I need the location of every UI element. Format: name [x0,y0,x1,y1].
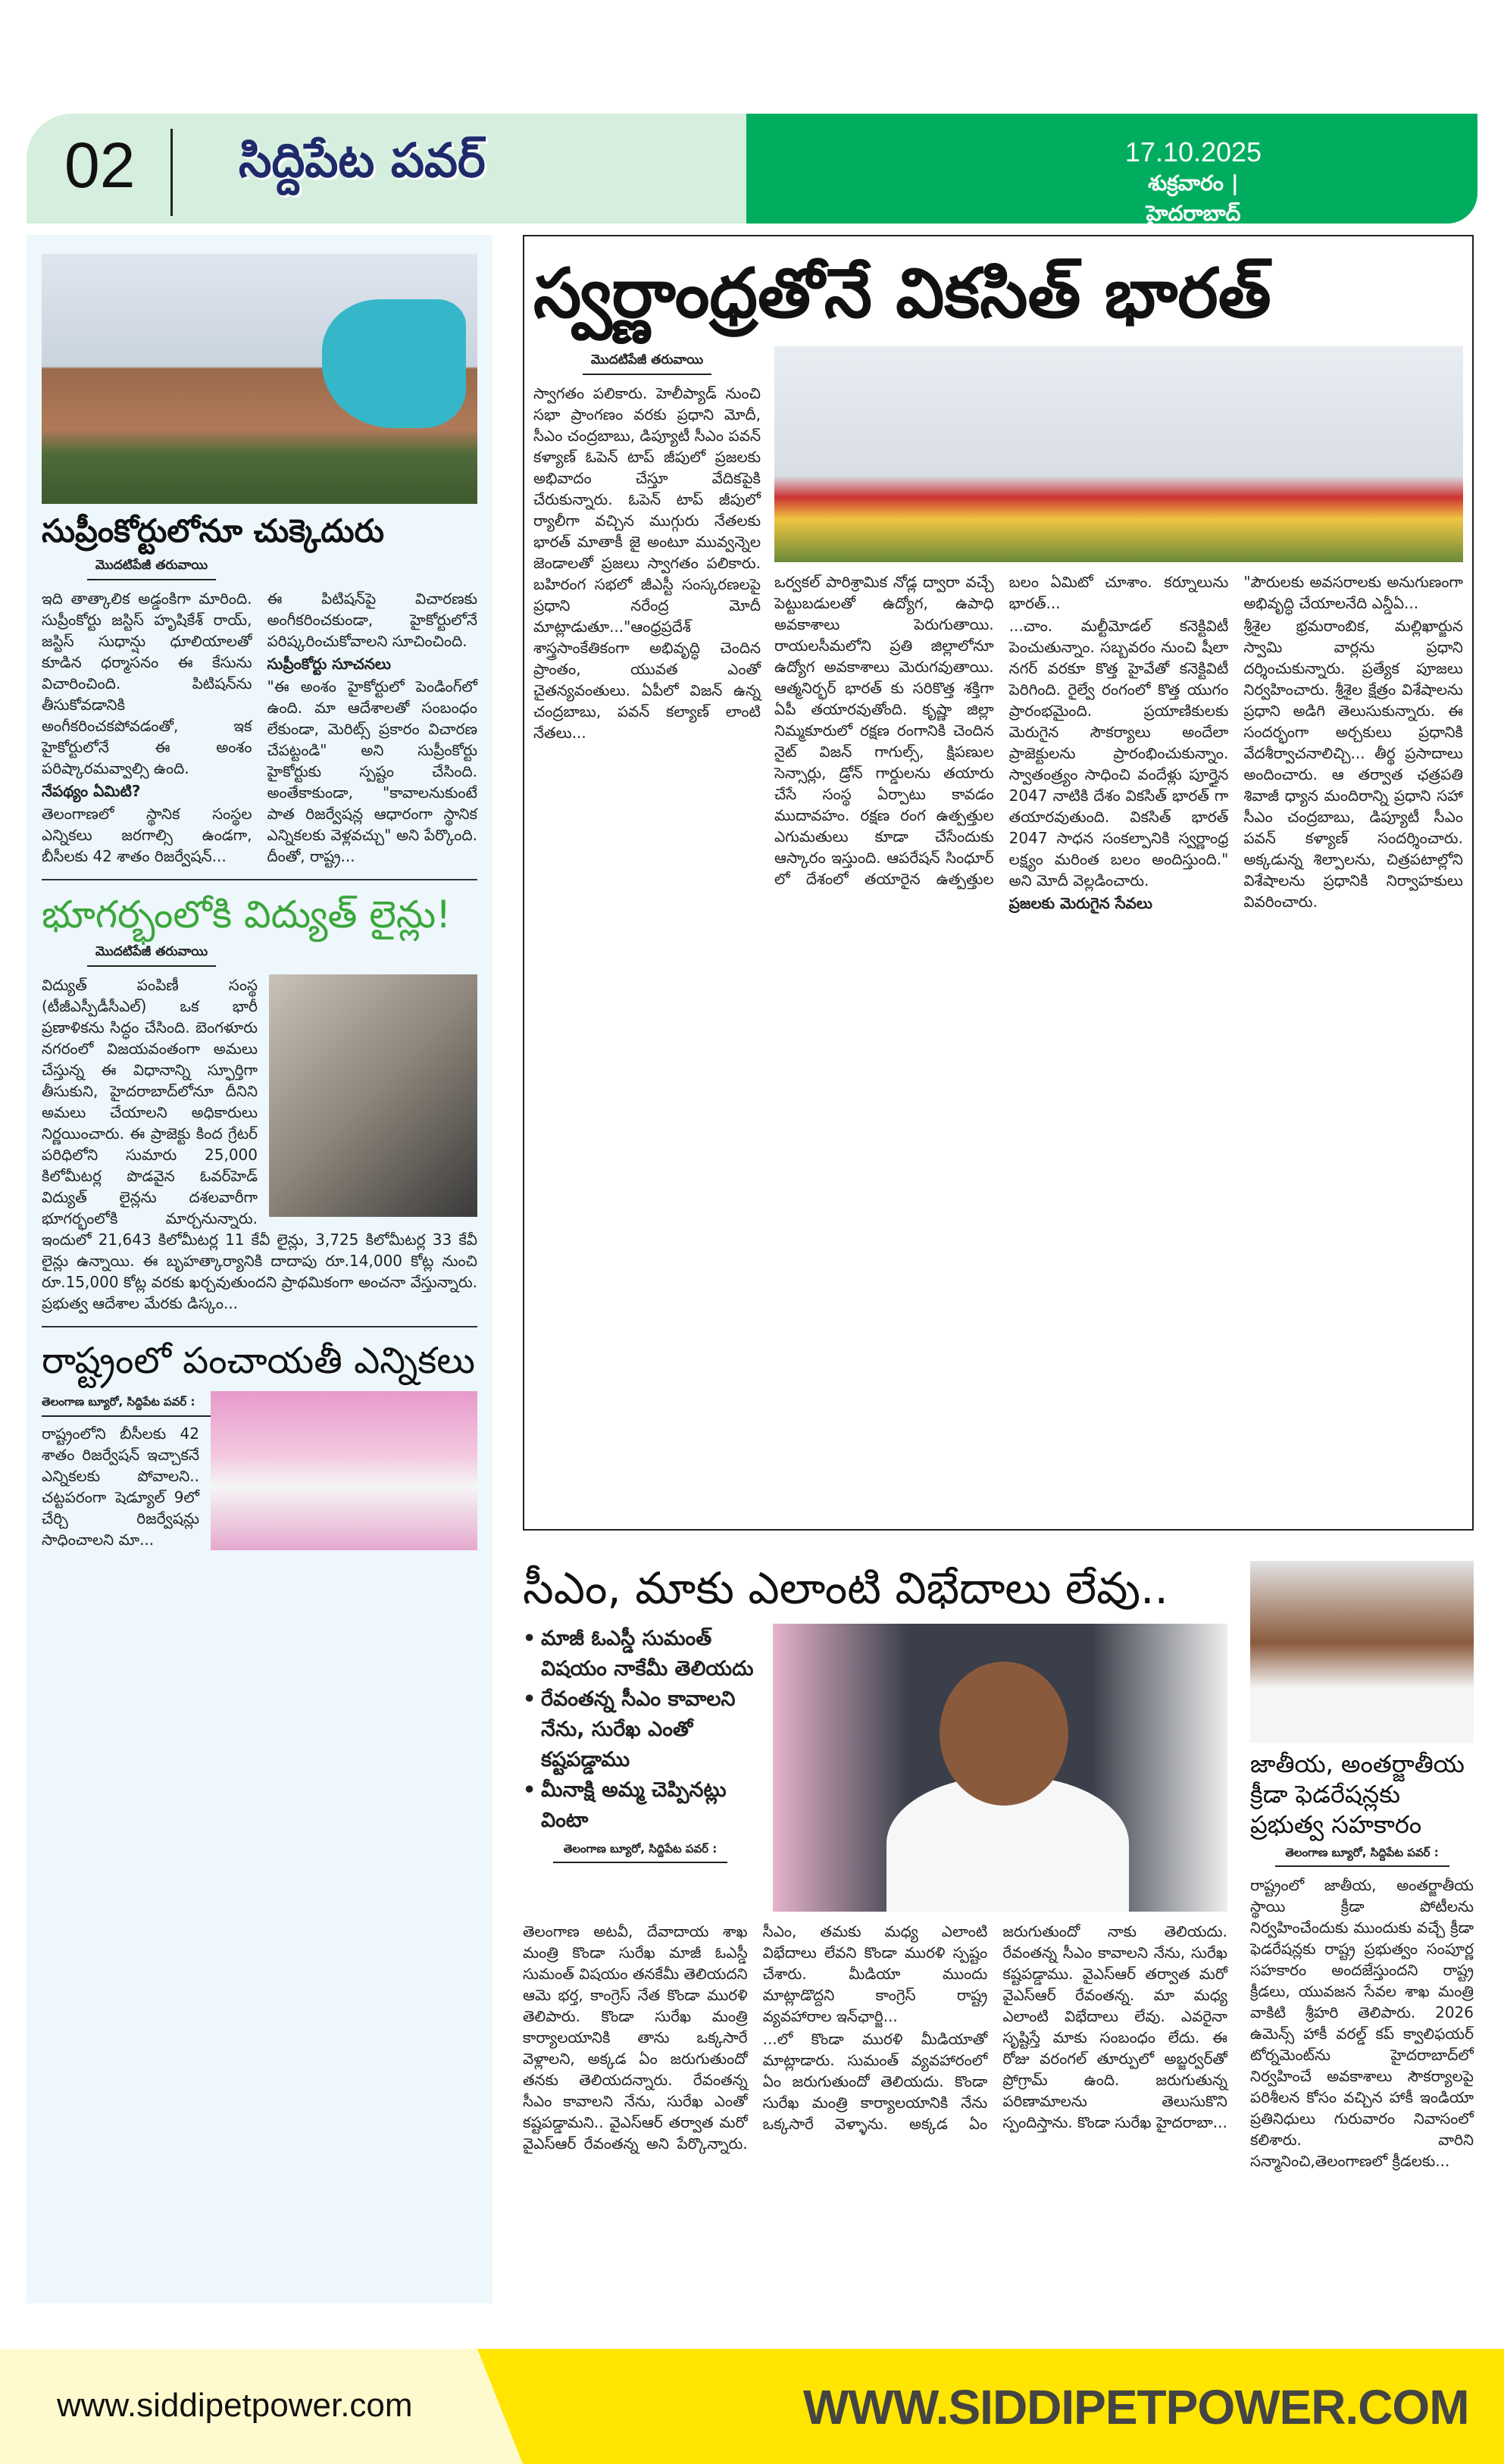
subheading: ప్రజలకు మెరుగైన సేవలు [1008,893,1152,912]
cm-top-row [523,1624,1227,1912]
sports-body [1250,1875,1474,2172]
page-number: 02 [64,130,136,201]
paragraph: "ఈ అంశం హైకోర్టులో పెండింగ్‌లో ఉంది. మా ఆదేశాలతో సంబంధం లేకుండా, మెరిట్స్ ప్రకారం విచారణ చేపట్టండి" అని సుప్రీంకోర్టు హైకోర్టుకు స్పష్టం చేసింది. అంతేకాకుండా, "కావాలనుకుంటే పాత రిజర్వేషన్ల ఆధారంగా స్థానిక ఎన్నికలకు వెళ్లవచ్చు" అని పేర్కొంది. దీంతో, రాష్ట్ర... [267,677,477,865]
main-byline: మొదటిపేజీ తరువాయి [583,352,711,375]
masthead-logo: సిద్దిపేట పవర్ [239,133,486,188]
main-article-body [533,346,1463,914]
subheading: సుప్రీంకోర్టు సూచనలు [267,654,391,673]
underground-body [42,974,477,1315]
cm-headline: సీఎం, మాకు ఎలాంటి విభేదాలు లేవు.. [523,1562,1168,1614]
website-banner[interactable]: WWW.SIDDIPETPOWER.COM [803,2380,1469,2434]
supreme-body [42,588,477,868]
main-right-area [774,346,1463,914]
underground-headline: భూగర్భంలోకి విద్యుత్ లైన్లు! [42,892,452,937]
paragraph: స్వాగతం పలికారు. హెలీప్యాడ్ నుంచి సభా ప్రాంగణం వరకు ప్రధాని మోదీ, సీఎం చంద్రబాబు, డిప్యూటీ సీఎం పవన్ కళ్యాణ్ ఓపెన్ టాప్ జీపులో ప్రజలకు అభివాదం చేస్తూ వేదికపైకి చేరుకున్నారు. ఓపెన్ టాప్ జీపులో ర్యాలీగా వచ్చిన ముగ్గురు నేతలకు భారత్ మాతాకీ జై అంటూ మువ్వన్నెల జెండాలతో ప్రజలు స్వాగతం పలికారు. బహిరంగ సభలో జీఎస్టీ సంస్కరణలపై ప్రధాని నరేంద్ర మోదీ మాట్లాడుతూ..."ఆంధ్రప్రదేశ్ శాస్త్రసాంకేతికంగా అభివృద్ధి చెందిన ప్రాంతం, యువత ఎంతో చైతన్యవంతులు. ఏపీలో విజన్ ఉన్న చంద్రబాబు, పవన్ కల్యాణ్ లాంటి నేతలు... [533,383,761,742]
cm-byline: తెలంగాణ బ్యూరో, సిద్దిపేట పవర్ : [553,1842,727,1863]
cm-highlights-area [523,1624,758,1912]
main-body-cols [774,571,1463,914]
panchayat-body [42,1391,477,1556]
main-article-box [523,235,1474,1531]
paragraph: ఇది తాత్కాలిక అడ్డంకిగా మారింది. సుప్రీంకోర్టు జస్టిస్ హృషికేశ్ రాయ్, జస్టిస్ సుధాన్షు ధూలియాలతో కూడిన ధర్మాసనం ఈ కేసును విచారించింది. పిటిషన్‌ను తీసుకోవడానికి అంగీకరించకపోవడంతో, ఇక హైకోర్టులోనే ఈ అంశం పరిష్కారమవ్వాల్సి ఉంది. [42,589,252,777]
highlight-item: • రేవంతన్న సీఎం కావాలని నేను, సురేఖ ఎంతో కష్టపడ్డాము [523,1684,758,1775]
panchayat-byline: తెలంగాణ బ్యూరో, సిద్దిపేట పవర్ : [42,1391,477,1417]
highlight-item: • మాజీ ఓఎస్డీ సుమంత్ విషయం నాకేమీ తెలియదు [523,1624,758,1684]
paragraph: శ్రీశైల భ్రమరాంబిక, మల్లిఖార్జున స్వామి వార్లను ప్రధాని దర్శించుకున్నారు. ప్రత్యేక పూజలు నిర్వహించారు. శ్రీశైల క్షేత్రం విశేషాలను ప్రధాని అడిగి తెలుసుకున్నారు. ఈ సందర్భంగా అర్చకులు ప్రధానికి వేదశీర్వాచనాలిచ్చి... తీర్థ ప్రసాదాలు అందించారు. ఆ తర్వాత ఛత్రపతి శివాజీ ధ్యాన మందిరాన్ని ప్రధాని సహా సీఎం చంద్రబాబు, డిప్యూటీ సీఎం పవన్ కళ్యాణ్ సందర్శించారు. అక్కడున్న శిల్పాలను, చిత్రపటాల్లోని విశేషాలను ప్రధానికి నిర్వాహకులు వివరించారు. [1243,616,1463,911]
divider [42,1326,477,1327]
paragraph: ఒర్వకల్ పారిశ్రామిక నోడ్ల ద్వారా వచ్చే పెట్టుబడులతో ఉద్యోగ, ఉపాధి అవకాశాలు పెరుగుతాయి. రాయలసీమలోని ప్రతి జిల్లాలోనూ ఉద్యోగ అవకాశాలు మెరుగవుతాయి. ఆత్మనిర్భర్ భారత్ కు సరికొత్త శక్తిగా ఏపీ తయారవుతోంది. కృష్ణా జిల్లా నిమ్మకూరులో రక్షణ రంగానికి చెందిన నైట్ విజన్ గాగుల్స్, క్షిపణుల సెన్సార్లు, డ్రోన్ గార్డులను తయారు చేసే సంస్థ ఏర్పాటు కావడం ముదావహం. రక్షణ రంగ ఉత్పత్తుల ఎగుమతులు కూడా చేసేందుకు ఆస్కారం ఇస్తుంది. ఆపరేషన్ సింధూర్ లో దేశంలో తయారైన ఉత్పత్తుల బలం ఏమిటో చూశాం. కర్నూలును భారత్... [774,572,1229,888]
main-col1 [533,346,761,914]
sports-byline: తెలంగాణ బ్యూరో, సిద్దిపేట పవర్ : [1275,1846,1449,1867]
paragraph: తెలంగాణలో స్థానిక సంస్థల ఎన్నికలు జరగాల్సి ఉండగా, బీసీలకు 42 శాతం రిజర్వేషన్... [42,804,252,865]
telangana-map-graphic [322,299,466,428]
paragraph: విద్యుత్ పంపిణీ సంస్థ (టీజీఎస్పీడీసీఎల్) ఒక భారీ ప్రణాళికను సిద్ధం చేసింది. బెంగళూరు నగరంలో విజయవంతంగా అమలు చేస్తున్న ఈ విధానాన్ని స్ఫూర్తిగా తీసుకుని, హైదరాబాద్‌లోనూ దీనిని అమలు చేయాలని అధికారులు నిర్ణయించారు. ఈ ప్రాజెక్టు కింద గ్రేటర్ పరిధిలోని సుమారు 25,000 కిలోమీటర్ల పొడవైన ఓవర్‌హెడ్ విద్యుత్ లైన్లను దశలవారీగా భూగర్భంలోకి మార్చనున్నారు. ఇందులో 21,643 కిలోమీటర్ల 11 కేవీ లైన్లు, 3,725 కిలోమీటర్ల 33 కేవీ లైన్లు ఉన్నాయి. ఈ బృహత్కార్యానికి దాదాపు రూ.14,000 కోట్ల నుంచి రూ.15,000 కోట్ల వరకు ఖర్చవుతుందని ప్రాథమికంగా అంచనా వేస్తున్నారు. ప్రభుత్వ ఆదేశాల మేరకు డిస్కం... [42,976,477,1312]
paragraph: ...లో కొండా మురళి మీడియాతో మాట్లాడారు. సుమంత్ వ్యవహారంలో ఏం జరుగుతుందో తెలియదు. కొండా సురేఖ మంత్రి కార్యాలయానికి నేను ఒక్కసారే వెళ్ళాను. అక్కడ ఏం జరుగుతుందో నాకు తెలియదు. రేవంతన్న సీఎం కావాలని నేను, సురేఖ కష్టపడ్డాము. వైఎస్ఆర్ తర్వాత మరో వైఎస్ఆర్ రేవంతన్న. మా మధ్య ఎలాంటి విభేదాలు లేవు. ఎవరైనా సృష్టిస్తే మాకు సంబంధం లేదు. ఈ రోజు వరంగల్ తూర్పులో అబ్జర్వర్‌తో ప్రోగ్రామ్ ఉంది. జరుగుతున్న పరిణామాలను తెలుసుకొని స్పందిస్తాను. కొండా సురేఖ హైదరాబా... [762,1921,1227,2133]
website-link[interactable]: www.siddipetpower.com [57,2387,413,2424]
main-body-col1 [533,383,761,743]
subheading: నేపథ్యం ఏమిటి? [42,781,141,800]
left-column-content [42,254,477,1556]
cm-highlights [523,1624,758,1836]
paragraph: ఈ పిటిషన్‌పై విచారణకు అంగీకరించకుండా, హైకోర్టులోనే పరిష్కరించుకోవాలని సూచించింది. [267,589,477,650]
underground-cable-photo [269,974,477,1217]
konda-murali-photo [773,1624,1227,1912]
panchayat-headline: రాష్ట్రంలో పంచాయతీ ఎన్నికలు [42,1340,475,1382]
supreme-byline: మొదటిపేజీ తరువాయి [87,558,216,580]
paragraph: ...చాం. మల్టీమోడల్ కనెక్టివిటీ పెంచుతున్నాం. సబ్బవరం నుంచి షీలా నగర్ వరకూ కొత్త హైవేతో కనెక్టివిటీ పెరిగింది. రైల్వే రంగంలో కొత్త యుగం ప్రారంభమైంది. ప్రయాణికులకు మెరుగైన సౌకర్యాలు అందేలా ప్రాజెక్టులను ప్రారంభించుకున్నాం. స్వాతంత్ర్యం సాధించి వందేళ్లు పూర్తైన 2047 నాటికి దేశం వికసిత్ భారత్ గా తయారవుతుంది. వికసిత్ భారత్ 2047 సాధన సంకల్పానికి స్వర్ణాంధ్ర లక్ష్యం మరింత బలం అందిస్తుంది." అని మోదీ వెల్లడించారు. [1008,616,1229,890]
modi-naidu-rally-photo [774,346,1463,562]
main-headline: స్వర్ణాంధ్రతోనే వికసిత్ భారత్ [533,254,1271,333]
paragraph: రాష్ట్రంలోని బీసీలకు 42 శాతం రిజర్వేషన్ ఇచ్చాకనే ఎన్నికలకు పోవాలని.. చట్టపరంగా షెడ్యూల్ 9లో చేర్చి రిజర్వేషన్లు సాధించాలని మా... [42,1424,199,1549]
underground-byline: మొదటిపేజీ తరువాయి [87,944,216,967]
panchayat-press-meet-photo [211,1391,477,1550]
supreme-court-photo [42,254,477,504]
issue-date: 17.10.2025 [1124,136,1262,167]
sports-article [1250,1561,1474,2173]
sports-headline: జాతీయ, అంతర్జాతీయ క్రీడా ఫెడరేషన్లకు ప్రభుత్వ సహకారం [1250,1750,1465,1839]
issue-day-city: శుక్రవారం | హైదరాబాద్ [1146,170,1241,226]
divider [42,879,477,880]
cm-article [523,1561,1227,2154]
highlight-item: • మీనాక్షి అమ్మ చెప్పినట్లు వింటా [523,1775,758,1836]
cm-body [523,1921,1227,2154]
paragraph: తెలంగాణ అటవీ, దేవాదాయ శాఖ మంత్రి కొండా సురేఖ మాజీ ఓఎస్డీ సుమంత్ విషయం తనకేమీ తెలియదని ఆమె భర్త, కాంగ్రెస్ నేత కొండా మురళి తెలిపారు. కొండా సురేఖ మంత్రి కార్యాలయానికి తాను ఒక్కసారే వెళ్లాలని, అక్కడ ఏం జరుగుతుందో తనకు తెలియదన్నారు. రేవంతన్న సీఎం కావాలని నేను, సురేఖ ఎంతో కష్టపడ్డామని.. వైఎస్ఆర్ తర్వాత మరో వైఎస్ఆర్ రేవంతన్న అని పేర్కొన్నారు. సీఎం, తమకు మధ్య ఎలాంటి విభేదాలు లేవని కొండా మురళి స్పష్టం చేశారు. మీడియా ముందు మాట్లాడొద్దని కాంగ్రెస్ రాష్ట్ర వ్యవహారాల ఇన్‌ఛార్జి... [523,1921,988,2153]
supreme-headline: సుప్రీంకోర్టులోనూ చుక్కెదురు [42,512,385,549]
paragraph: "పౌరులకు అవసరాలకు అనుగుణంగా అభివృద్ధి చేయాలనేది ఎన్డీఏ... [1243,572,1463,612]
paragraph: రాష్ట్రంలో జాతీయ, అంతర్జాతీయ స్థాయి క్రీడా పోటీలను నిర్వహించేందుకు ముందుకు వచ్చే క్రీడా ఫెడరేషన్లకు రాష్ట్ర ప్రభుత్వం సంపూర్ణ సహకారం అందజేస్తుందని రాష్ట్ర క్రీడలు, యువజన సేవల శాఖ మంత్రి వాకిటి శ్రీహరి తెలిపారు. 2026 ఉమెన్స్ హాకీ వరల్డ్ కప్ క్వాలిఫయర్ టోర్నమెంట్‌ను హైదరాబాద్‌లో నిర్వహించే అవకాశాలు సౌకర్యాలపై పరిశీలన కోసం వచ్చిన హాకీ ఇండియా ప్రతినిధులు గురువారం నివాసంలో కలిశారు. వారిని సన్మానించి,తెలంగాణలో క్రీడలకు... [1250,1876,1474,2170]
minister-photo [1250,1561,1474,1743]
header-divider [170,129,173,216]
